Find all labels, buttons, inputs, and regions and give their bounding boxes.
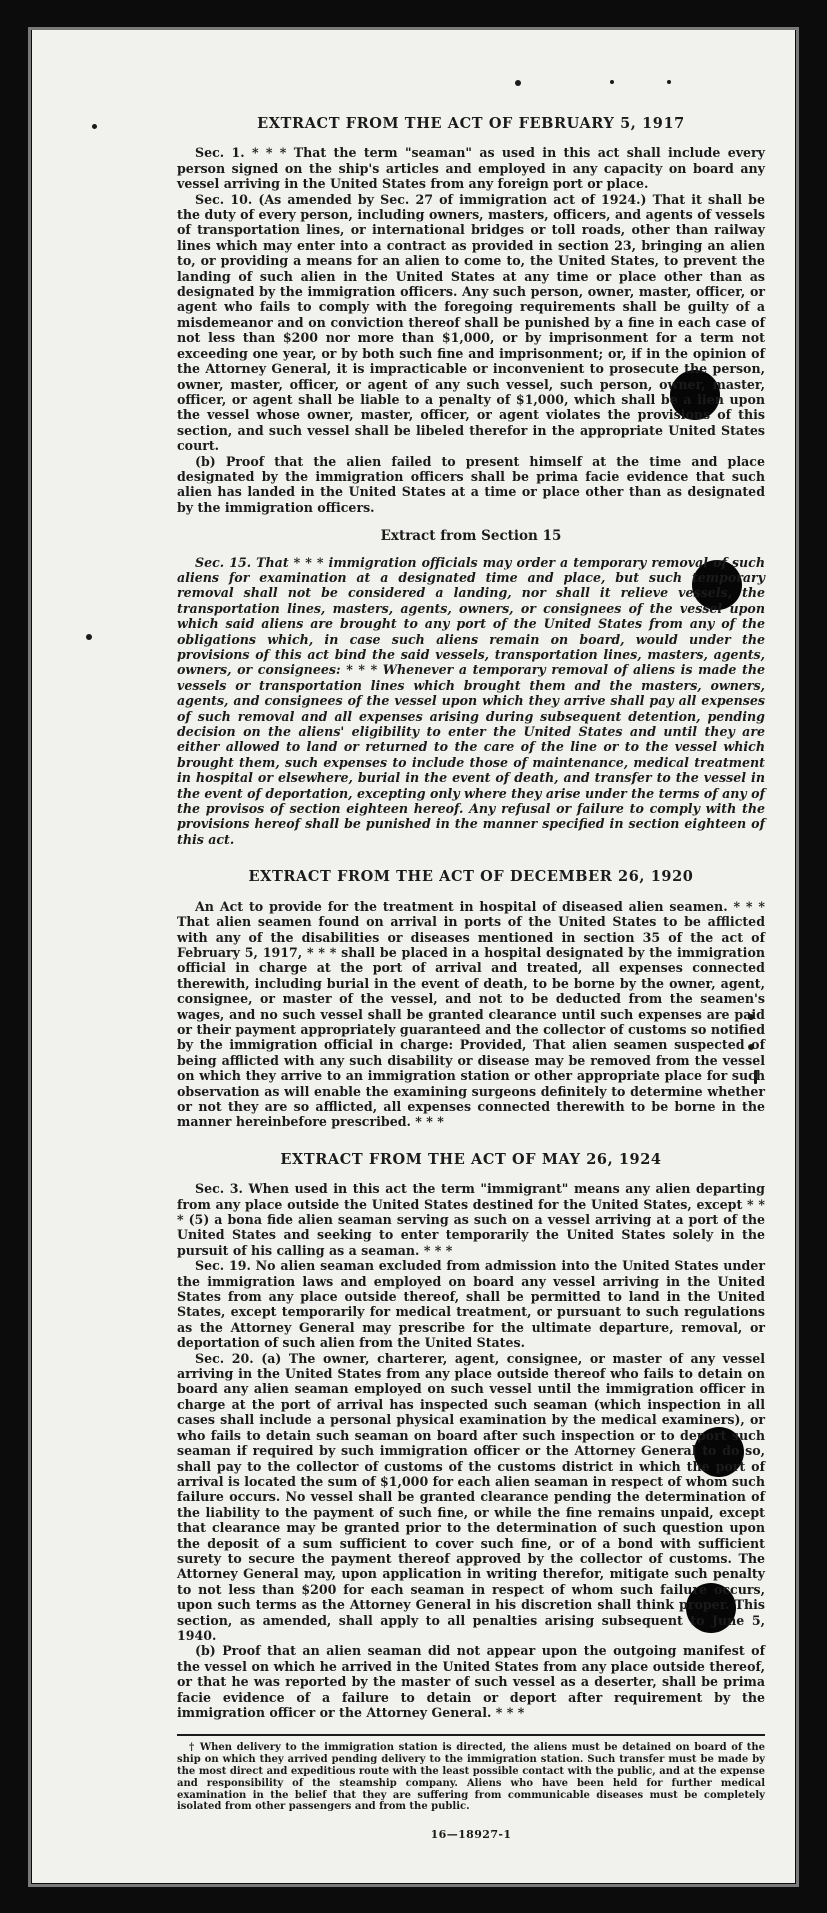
section-act-1917	[177, 116, 765, 847]
footnote: † When delivery to the immigration station is directed, the aliens must be detained on board of the ship on which they arrived pending delivery to the immigration station. Such transfer must be made by the most direct and expeditious route with the least possible contact with the public, and at the expense and responsibility of the steamship company. Aliens who have been held for further medical examination in the belief that they are suffering from communicable diseases must be completely isolated from other passengers and from the public.	[177, 1742, 765, 1813]
scan-speck	[610, 80, 614, 84]
scan-speck	[92, 124, 97, 129]
paragraph-sec-3: Sec. 3. When used in this act the term "immigrant" means any alien departing from any place outside the United States destined for the United States, except * * * (5) a bona fide alien seaman serving as such on a vessel arriving at a port of the United States and seeking to enter temporarily the United States solely in the pursuit of his calling as a seaman. * * *	[177, 1181, 765, 1258]
section-heading: EXTRACT FROM THE ACT OF MAY 26, 1924	[280, 1150, 662, 1168]
paragraph-sec-20-b: (b) Proof that an alien seaman did not appear upon the outgoing manifest of the vessel on which he arrived in the United States from any place outside thereof, or that he was reported by the master of such vessel as a deserter, shall be prima facie evidence of a failure to detain or deport after requirement by the immigration officer or the Attorney General. * * *	[177, 1643, 765, 1720]
paragraph-sec-20-a: Sec. 20. (a) The owner, charterer, agent, consignee, or master of any vessel arriving in the United States from any place outside thereof who fails to detain on board any alien seaman employed on such vessel until the immigration officer in charge at the port of arrival has inspected such seaman (which inspection in all cases shall include a personal physical examination by the medical examiners), or who fails to detain such seaman on board after such inspection or to deport such seaman if required by such immigration officer or the Attorney General to do so, shall pay to the collector of customs of the customs district in which the port of arrival is located the sum of $1,000 for each alien seaman in respect of whom such failure occurs. No vessel shall be granted clearance pending the determination of the liability to the payment of such fine, or while the fine remains unpaid, except that clearance may be granted prior to the determination of such question upon the deposit of a sum sufficient to cover such fine, or of a bond with sufficient surety to secure the payment thereof approved by the collector of customs. The Attorney General may, upon application in writing therefor, mitigate such penalty to not less than $200 for each seaman in respect of whom such failure occurs, upon such terms as the Attorney General in his discretion shall think proper. This section, as amended, shall apply to all penalties arising subsequent to June 5, 1940.	[177, 1350, 765, 1643]
paragraph-sec-15: Sec. 15. That * * * immigration officials may order a temporary removal of such aliens for examination at a designated time and place, but such temporary removal shall not be considered a landing, nor shall it relieve vessels, the transportation lines, masters, agents, owners, or consignees of the vessel upon which said aliens are brought to any port of the United States from any of the obligations which, in case such aliens remain on board, would under the provisions of this act bind the said vessels, transportation lines, masters, agents, owners, or consignees: * * * Whenever a temporary removal of aliens is made the vessels or transportation lines which brought them and the masters, owners, agents, and consignees of the vessel upon which they arrive shall pay all expenses of such removal and all expenses arising during subsequent detention, pending decision on the aliens' eligibility to enter the United States and until they are either allowed to land or returned to the care of the line or to the vessel which brought them, such expenses to include those of maintenance, medical treatment in hospital or elsewhere, burial in the event of death, and transfer to the vessel in the event of deportation, excepting only where they arise under the terms of any of the provisos of section eighteen hereof. Any refusal or failure to comply with the provisions hereof shall be punished in the manner specified in section eighteen of this act.	[177, 554, 765, 847]
section-heading: EXTRACT FROM THE ACT OF FEBRUARY 5, 1917	[257, 115, 685, 132]
section-act-1920	[177, 869, 765, 1130]
footnote-divider	[177, 1734, 765, 1736]
document-page	[32, 30, 795, 1883]
paragraph-sec-1: Sec. 1. * * * That the term "seaman" as used in this act shall include every person signed on the ship's articles and employed in any capacity on board any vessel arriving in the United States from any foreign port or place.	[177, 145, 765, 192]
scan-speck	[86, 634, 92, 640]
paragraph-sec-10: Sec. 10. (As amended by Sec. 27 of immigration act of 1924.) That it shall be the duty of every person, including owners, masters, officers, and agents of vessels of transportation lines, or international bridges or toll roads, other than railway lines which may enter into a contract as provided in section 23, bringing an alien to, or providing a means for an alien to come to, the United States, to prevent the landing of such alien in the United States at any time or place other than as designated by the immigration officers. Any such person, owner, master, officer, or agent who fails to comply with the foregoing requirements shall be guilty of a misdemeanor and on conviction thereof shall be punished by a fine in each case of not less than $200 nor more than $1,000, or by imprisonment for a term not exceeding one year, or by both such fine and imprisonment; or, if in the opinion of the Attorney General, it is impracticable or inconvenient to prosecute the person, owner, master, officer, or agent of any such vessel, such person, owner, master, officer, or agent shall be liable to a penalty of $1,000, which shall be a lien upon the vessel whose owner, master, officer, or agent violates the provisions of this section, and such vessel shall be libeled therefor in the appropriate United States court.	[177, 191, 765, 454]
paragraph-sec-10-b: (b) Proof that the alien failed to present himself at the time and place designated by the immigration officers shall be prima facie evidence that such alien has landed in the United States at a time or place other than as designated by the immigration officers.	[177, 453, 765, 515]
scan-speck	[667, 80, 671, 84]
scan-speck	[515, 80, 521, 86]
section-heading: EXTRACT FROM THE ACT OF DECEMBER 26, 1920	[248, 868, 694, 886]
paragraph-sec-19: Sec. 19. No alien seaman excluded from admission into the United States under the immigration laws and employed on board any vessel arriving in the United States from any place outside thereof, shall be permitted to land in the United States, except temporarily for medical treatment, or pursuant to such regulations as the Attorney General may prescribe for the ultimate departure, removal, or deportation of such alien from the United States.	[177, 1258, 765, 1351]
subheading-section-15: Extract from Section 15	[380, 528, 562, 545]
document-body	[177, 116, 765, 1843]
paragraph-act-1920: An Act to provide for the treatment in hospital of diseased alien seamen. * * * That alien seamen found on arrival in ports of the United States to be afflicted with any of the disabilities or diseases mentioned in section 35 of the act of February 5, 1917, * * * shall be placed in a hospital designated by the immigration official in charge at the port of arrival and treated, all expenses connected therewith, including burial in the event of death, to be borne by the owner, agent, consignee, or master of the vessel, and not to be deducted from the seamen's wages, and no such vessel shall be granted clearance until such expenses are paid or their payment appropriately guaranteed and the collector of customs so notified by the immigration official in charge: Provided, That alien seamen suspected of being afflicted with any such disability or disease may be removed from the vessel on which they arrive to an immigration station or other appropriate place for such observation as will enable the examining surgeons definitely to determine whether or not they are so afflicted, all expenses connected therewith to be borne in the manner hereinbefore prescribed. * * *	[177, 898, 765, 1130]
section-act-1924	[177, 1152, 765, 1721]
form-number: 16—18927-1	[430, 1828, 512, 1842]
